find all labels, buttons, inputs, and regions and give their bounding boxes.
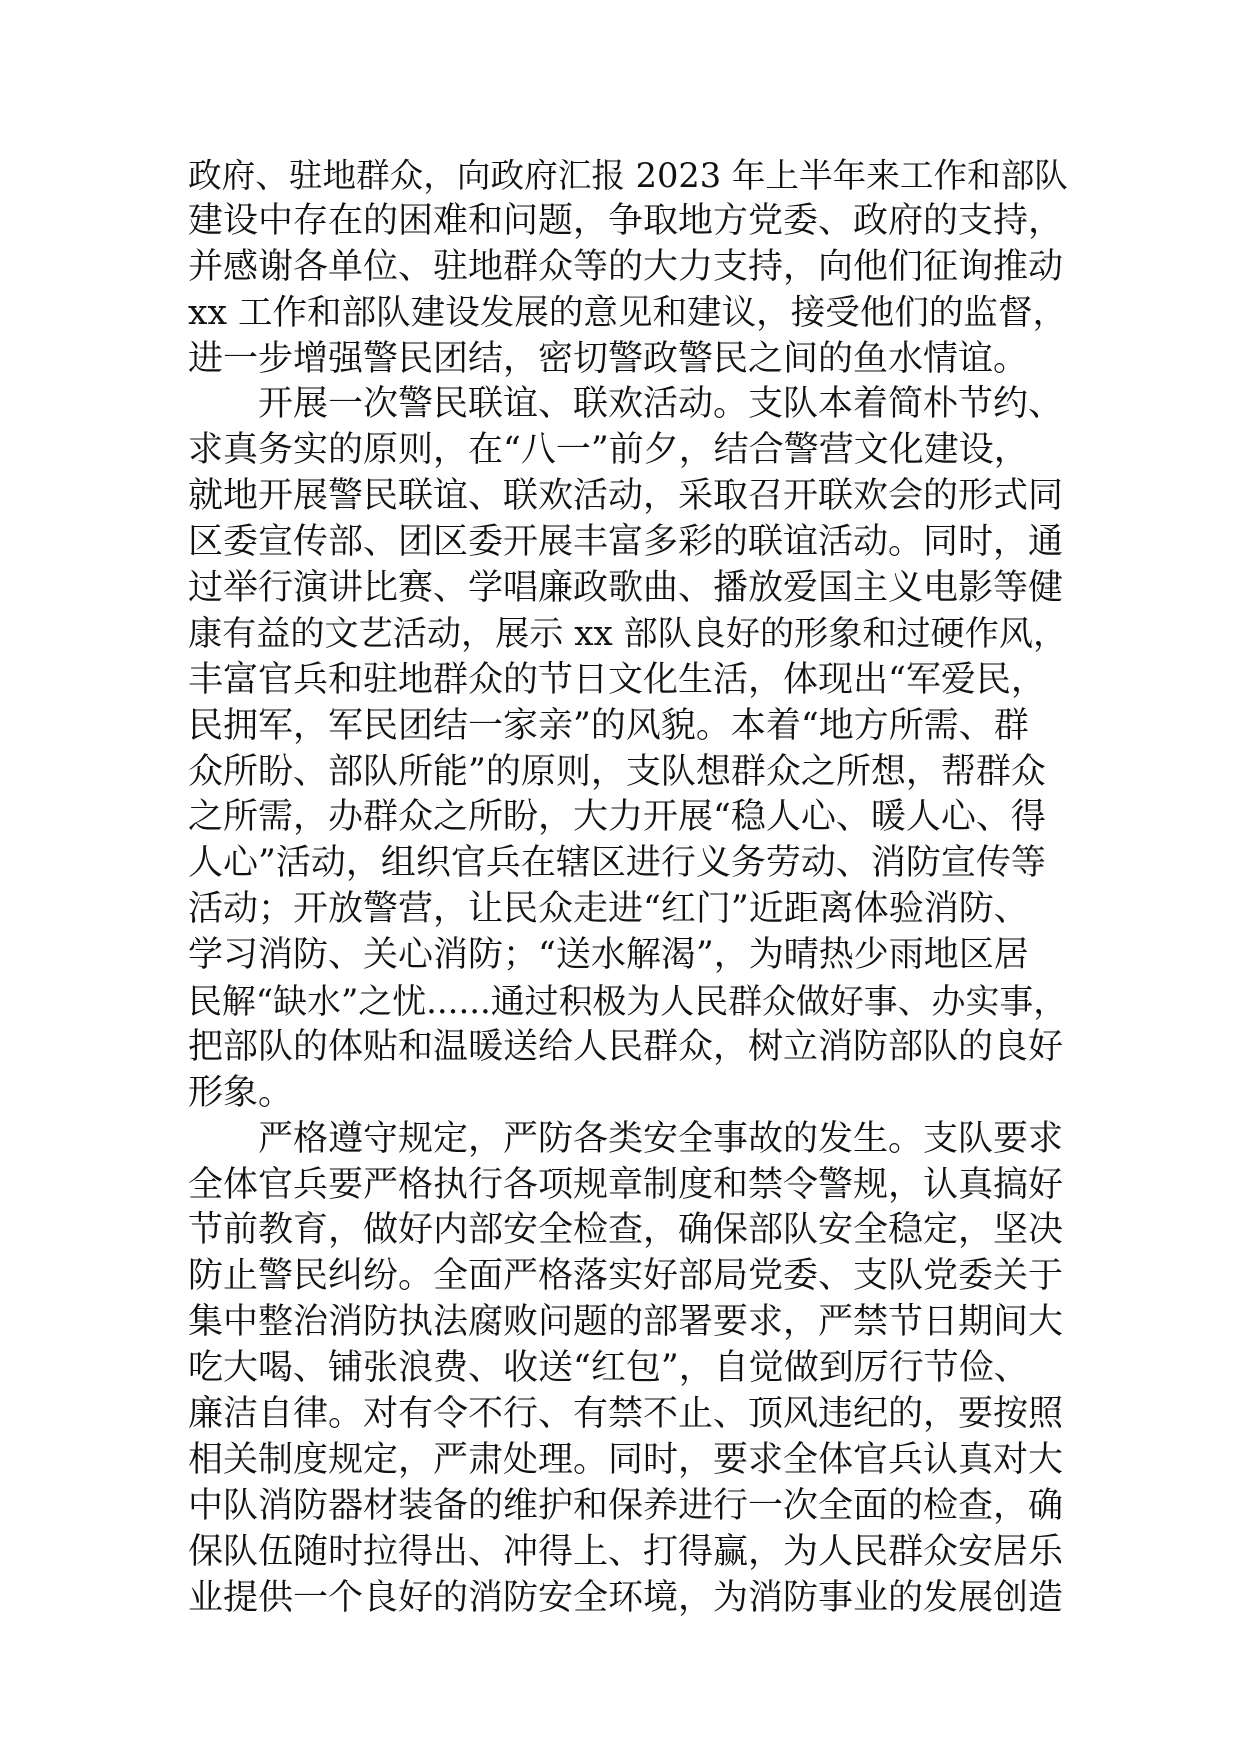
text-line: 康有益的文艺活动，展示 xx 部队良好的形象和过硬作风， — [188, 613, 1068, 654]
document-body — [188, 153, 1068, 1622]
text-line: 民拥军，军民团结一家亲”的风貌。本着“地方所需、群 — [188, 705, 1029, 746]
text-line: 吃大喝、铺张浪费、收送“红包”，自觉做到厉行节俭、 — [188, 1348, 1029, 1389]
text-line: 之所需，办群众之所盼，大力开展“稳人心、暖人心、得 — [188, 797, 1046, 838]
text-line: 并感谢各单位、驻地群众等的大力支持，向他们征询推动 — [188, 246, 1064, 287]
text-line: 防止警民纠纷。全面严格落实好部局党委、支队党委关于 — [188, 1256, 1064, 1297]
text-line: 学习消防、关心消防；“送水解渴”，为晴热少雨地区居 — [188, 935, 1029, 976]
text-line: 人心”活动，组织官兵在辖区进行义务劳动、消防宣传等 — [188, 843, 1046, 884]
text-line: 保队伍随时拉得出、冲得上、打得赢，为人民群众安居乐 — [188, 1531, 1064, 1572]
text-line: 建设中存在的困难和问题，争取地方党委、政府的支持， — [188, 200, 1064, 241]
text-line: 集中整治消防执法腐败问题的部署要求，严禁节日期间大 — [188, 1302, 1064, 1343]
text-line: 区委宣传部、团区委开展丰富多彩的联谊活动。同时，通 — [188, 522, 1064, 563]
text-line: 政府、驻地群众，向政府汇报 2023 年上半年来工作和部队 — [188, 156, 1068, 195]
text-line: 丰富官兵和驻地群众的节日文化生活，体现出“军爱民， — [188, 659, 1046, 700]
text-line: xx 工作和部队建设发展的意见和建议，接受他们的监督， — [188, 292, 1068, 333]
text-line: 就地开展警民联谊、联欢活动，采取召开联欢会的形式同 — [188, 476, 1064, 517]
text-line: 过举行演讲比赛、学唱廉政歌曲、播放爱国主义电影等健 — [188, 568, 1064, 609]
text-line: 形象。 — [188, 1072, 294, 1113]
text-line: 全体官兵要严格执行各项规章制度和禁令警规，认真搞好 — [188, 1164, 1064, 1205]
text-line: 众所盼、部队所能”的原则，支队想群众之所想，帮群众 — [188, 751, 1046, 792]
text-line: 进一步增强警民团结，密切警政警民之间的鱼水情谊。 — [188, 338, 1029, 379]
text-line: 中队消防器材装备的维护和保养进行一次全面的检查，确 — [188, 1485, 1064, 1526]
text-line: 把部队的体贴和温暖送给人民群众，树立消防部队的良好 — [188, 1026, 1064, 1067]
text-line: 节前教育，做好内部安全检查，确保部队安全稳定，坚决 — [188, 1210, 1064, 1251]
text-line: 业提供一个良好的消防安全环境，为消防事业的发展创造 — [188, 1577, 1064, 1618]
paragraph-first-line: 开展一次警民联谊、联欢活动。支队本着简朴节约、 — [258, 384, 1064, 425]
text-line: 活动；开放警营，让民众走进“红门”近距离体验消防、 — [188, 889, 1029, 930]
text-line: 民解“缺水”之忧......通过积极为人民群众做好事、办实事， — [188, 982, 1068, 1022]
text-line: 相关制度规定，严肃处理。同时，要求全体官兵认真对大 — [188, 1439, 1064, 1480]
paragraph-first-line: 严格遵守规定，严防各类安全事故的发生。支队要求 — [258, 1118, 1064, 1159]
text-line: 廉洁自律。对有令不行、有禁不止、顶风违纪的，要按照 — [188, 1394, 1064, 1435]
text-line: 求真务实的原则，在“八一”前夕，结合警营文化建设， — [188, 430, 1029, 471]
